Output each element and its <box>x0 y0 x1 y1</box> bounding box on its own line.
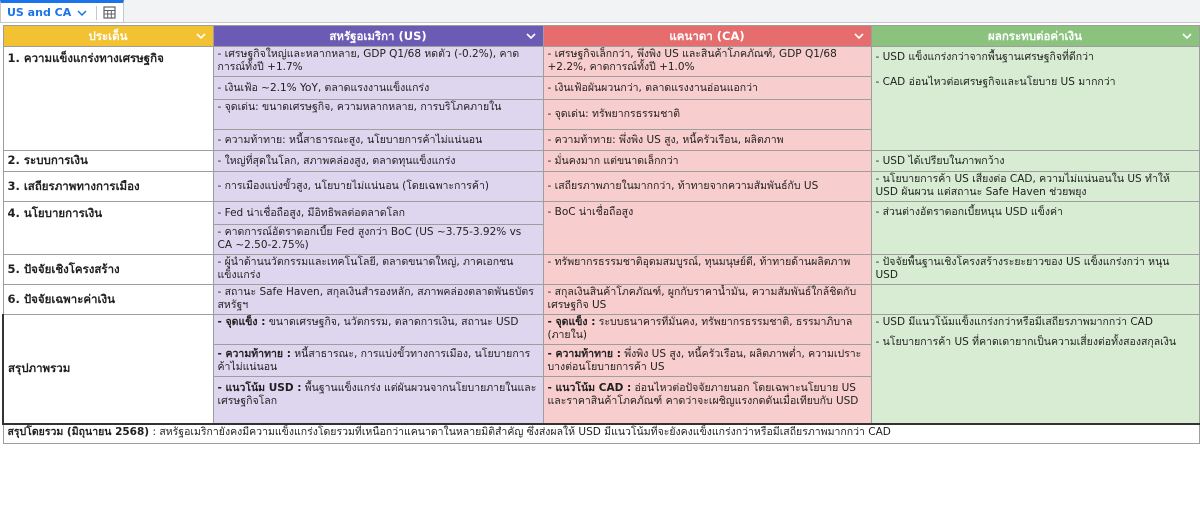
ca-cell[interactable] <box>543 345 871 377</box>
comparison-table <box>2 25 1200 444</box>
issue-label: 6. ปัจจัยเฉพาะค่าเงิน <box>7 291 115 306</box>
ca-cell[interactable]: - ความท้าทาย: พึ่งพิง US สูง, หนี้ครัวเรือน, ผลิตภาพ <box>543 130 871 151</box>
us-cell[interactable] <box>213 315 543 345</box>
us-cell[interactable]: - จุดเด่น: ขนาดเศรษฐกิจ, ความหลากหลาย, การบริโภคภายใน <box>213 100 543 130</box>
issue-label: 5. ปัจจัยเชิงโครงสร้าง <box>7 261 120 276</box>
fx-cell[interactable] <box>871 47 1199 151</box>
issue-cell[interactable] <box>3 285 213 315</box>
summary-text: ระบบธนาคารที่มั่นคง, ทรัพยากรธรรมชาติ, ธรรมาภิบาล (ภายใน) <box>547 316 853 341</box>
table-row <box>3 202 1199 225</box>
ca-cell[interactable]: - เศรษฐกิจเล็กกว่า, พึ่งพิง US และสินค้าโภคภัณฑ์, GDP Q1/68 +2.2%, คาดการณ์ทั้งปี +1.0% <box>543 47 871 77</box>
us-cell[interactable] <box>213 345 543 377</box>
issue-cell[interactable] <box>3 255 213 285</box>
chevron-down-icon[interactable] <box>69 3 96 22</box>
fx-cell[interactable] <box>871 315 1199 425</box>
ca-cell[interactable]: - เงินเฟ้อผันผวนกว่า, ตลาดแรงงานอ่อนแอกว่า <box>543 77 871 100</box>
filter-dropdown-icon[interactable] <box>853 30 865 42</box>
fx-cell[interactable]: - USD ได้เปรียบในภาพกว้าง <box>871 151 1199 172</box>
summary-label: - ความท้าทาย : <box>217 348 291 360</box>
footer-row <box>3 424 1199 444</box>
table-row <box>3 47 1199 77</box>
summary-label: - จุดแข็ง : <box>217 316 266 328</box>
header-issue[interactable] <box>3 26 213 47</box>
us-cell[interactable]: - ความท้าทาย: หนี้สาธารณะสูง, นโยบายการค้าไม่แน่นอน <box>213 130 543 151</box>
summary-issue-cell[interactable] <box>3 315 213 425</box>
fx-line: - USD มีแนวโน้มแข็งแกร่งกว่าหรือมีเสถียรภาพมากกว่า CAD <box>875 316 1153 328</box>
table-row <box>3 285 1199 315</box>
summary-label: - จุดแข็ง : <box>547 316 596 328</box>
header-us-label: สหรัฐอเมริกา (US) <box>329 28 427 43</box>
footer-label: สรุปโดยรวม (มิถุนายน 2568) <box>7 426 150 438</box>
sheet-grid-icon[interactable] <box>96 3 123 22</box>
fx-line: - USD แข็งแกร่งกว่าจากพื้นฐานเศรษฐกิจที่ดีกว่า <box>875 51 1094 63</box>
fx-cell[interactable]: - ส่วนต่างอัตราดอกเบี้ยหนุน USD แข็งค่า <box>871 202 1199 255</box>
ca-cell[interactable]: - ทรัพยากรธรรมชาติอุดมสมบูรณ์, ทุนมนุษย์ดี, ท้าทายด้านผลิตภาพ <box>543 255 871 285</box>
sheet-tab-bar <box>0 0 1200 23</box>
us-cell[interactable]: - เศรษฐกิจใหญ่และหลากหลาย, GDP Q1/68 หดตัว (-0.2%), คาดการณ์ทั้งปี +1.7% <box>213 47 543 77</box>
summary-text: พึ่งพิง US สูง, หนี้ครัวเรือน, ผลิตภาพต่ำ, ความเปราะบางต่อนโยบายการค้า US <box>547 348 862 373</box>
header-issue-label: ประเด็น <box>88 28 128 43</box>
summary-text: ขนาดเศรษฐกิจ, นวัตกรรม, ตลาดการเงิน, สถานะ USD <box>265 316 519 328</box>
sheet-tab[interactable] <box>0 0 124 22</box>
us-cell[interactable]: - เงินเฟ้อ ~2.1% YoY, ตลาดแรงงานแข็งแกร่ง <box>213 77 543 100</box>
header-ca-label: แคนาดา (CA) <box>669 28 745 43</box>
summary-label: - ความท้าทาย : <box>547 348 621 360</box>
ca-cell[interactable]: - สกุลเงินสินค้าโภคภัณฑ์, ผูกกับราคาน้ำมัน, ความสัมพันธ์ใกล้ชิดกับเศรษฐกิจ US <box>543 285 871 315</box>
issue-label: 3. เสถียรภาพทางการเมือง <box>7 178 140 193</box>
issue-label: 2. ระบบการเงิน <box>7 153 88 167</box>
summary-label: - แนวโน้ม USD : <box>217 382 302 394</box>
ca-cell[interactable]: - เสถียรภาพภายในมากกว่า, ท้าทายจากความสัมพันธ์กับ US <box>543 172 871 202</box>
us-cell[interactable]: - การเมืองแบ่งขั้วสูง, นโยบายไม่แน่นอน (โดยเฉพาะการค้า) <box>213 172 543 202</box>
ca-cell[interactable]: - จุดเด่น: ทรัพยากรธรรมชาติ <box>543 100 871 130</box>
footer-text: : สหรัฐอเมริกายังคงมีความแข็งแกร่งโดยรวมที่เหนือกว่าแคนาดาในหลายมิติสำคัญ ซึ่งส่งผลให้ USD มีแนวโน้มที่จะยังคงแข็งแกร่งกว่าหรือมีเสถียรภาพมากกว่า CAD <box>149 426 891 438</box>
us-cell[interactable]: - ใหญ่ที่สุดในโลก, สภาพคล่องสูง, ตลาดทุนแข็งแกร่ง <box>213 151 543 172</box>
fx-cell[interactable]: - ปัจจัยพื้นฐานเชิงโครงสร้างระยะยาวของ US แข็งแกร่งกว่า หนุน USD <box>871 255 1199 285</box>
summary-text: หนี้สาธารณะ, การแบ่งขั้วทางการเมือง, นโยบายการค้าไม่แน่นอน <box>217 348 531 373</box>
issue-cell[interactable] <box>3 202 213 255</box>
fx-line: - CAD อ่อนไหวต่อเศรษฐกิจและนโยบาย US มากกว่า <box>875 76 1116 88</box>
ca-cell[interactable]: - BoC น่าเชื่อถือสูง <box>543 202 871 255</box>
filter-dropdown-icon[interactable] <box>525 30 537 42</box>
us-cell[interactable]: - สถานะ Safe Haven, สกุลเงินสำรองหลัก, สภาพคล่องตลาดพันธบัตรสหรัฐฯ <box>213 285 543 315</box>
us-cell[interactable]: - ผู้นำด้านนวัตกรรมและเทคโนโลยี, ตลาดขนาดใหญ่, ภาคเอกชนแข็งแกร่ง <box>213 255 543 285</box>
ca-cell[interactable] <box>543 315 871 345</box>
footer-cell[interactable] <box>3 424 1199 444</box>
us-cell[interactable]: - คาดการณ์อัตราดอกเบี้ย Fed สูงกว่า BoC (US ~3.75-3.92% vs CA ~2.50-2.75%) <box>213 225 543 255</box>
ca-cell[interactable]: - มั่นคงมาก แต่ขนาดเล็กกว่า <box>543 151 871 172</box>
us-cell[interactable] <box>213 377 543 425</box>
issue-cell[interactable] <box>3 172 213 202</box>
header-row <box>3 26 1199 47</box>
table-row <box>3 151 1199 172</box>
fx-cell[interactable] <box>871 285 1199 315</box>
table-row <box>3 172 1199 202</box>
sheet-tab-name[interactable]: US and CA <box>7 6 72 19</box>
fx-cell[interactable]: - นโยบายการค้า US เสี่ยงต่อ CAD, ความไม่แน่นอนใน US ทำให้ USD ผันผวน แต่สถานะ Safe Haven ช่วยพยุง <box>871 172 1199 202</box>
summary-text: อ่อนไหวต่อปัจจัยภายนอก โดยเฉพาะนโยบาย US และราคาสินค้าโภคภัณฑ์ คาดว่าจะเผชิญแรงกดดันเมื่อเทียบกับ USD <box>547 382 859 407</box>
issue-label: 1. ความแข็งแกร่งทางเศรษฐกิจ <box>7 51 164 65</box>
issue-label: 4. นโยบายการเงิน <box>7 206 103 220</box>
summary-label: - แนวโน้ม CAD : <box>547 382 632 394</box>
summary-text: พื้นฐานแข็งแกร่ง แต่ผันผวนจากนโยบายภายในและเศรษฐกิจโลก <box>217 382 537 407</box>
fx-line: - นโยบายการค้า US ที่คาดเดายากเป็นความเสี่ยงต่อทั้งสองสกุลเงิน <box>875 336 1177 348</box>
header-fx[interactable] <box>871 26 1199 47</box>
issue-cell[interactable] <box>3 151 213 172</box>
filter-dropdown-icon[interactable] <box>1181 30 1193 42</box>
filter-dropdown-icon[interactable] <box>195 30 207 42</box>
ca-cell[interactable] <box>543 377 871 425</box>
table-row <box>3 255 1199 285</box>
us-cell[interactable]: - Fed น่าเชื่อถือสูง, มีอิทธิพลต่อตลาดโลก <box>213 202 543 225</box>
header-ca[interactable] <box>543 26 871 47</box>
issue-cell[interactable] <box>3 47 213 151</box>
summary-row <box>3 315 1199 345</box>
issue-label: สรุปภาพรวม <box>8 361 71 375</box>
header-us[interactable] <box>213 26 543 47</box>
header-fx-label: ผลกระทบต่อค่าเงิน <box>988 28 1082 43</box>
